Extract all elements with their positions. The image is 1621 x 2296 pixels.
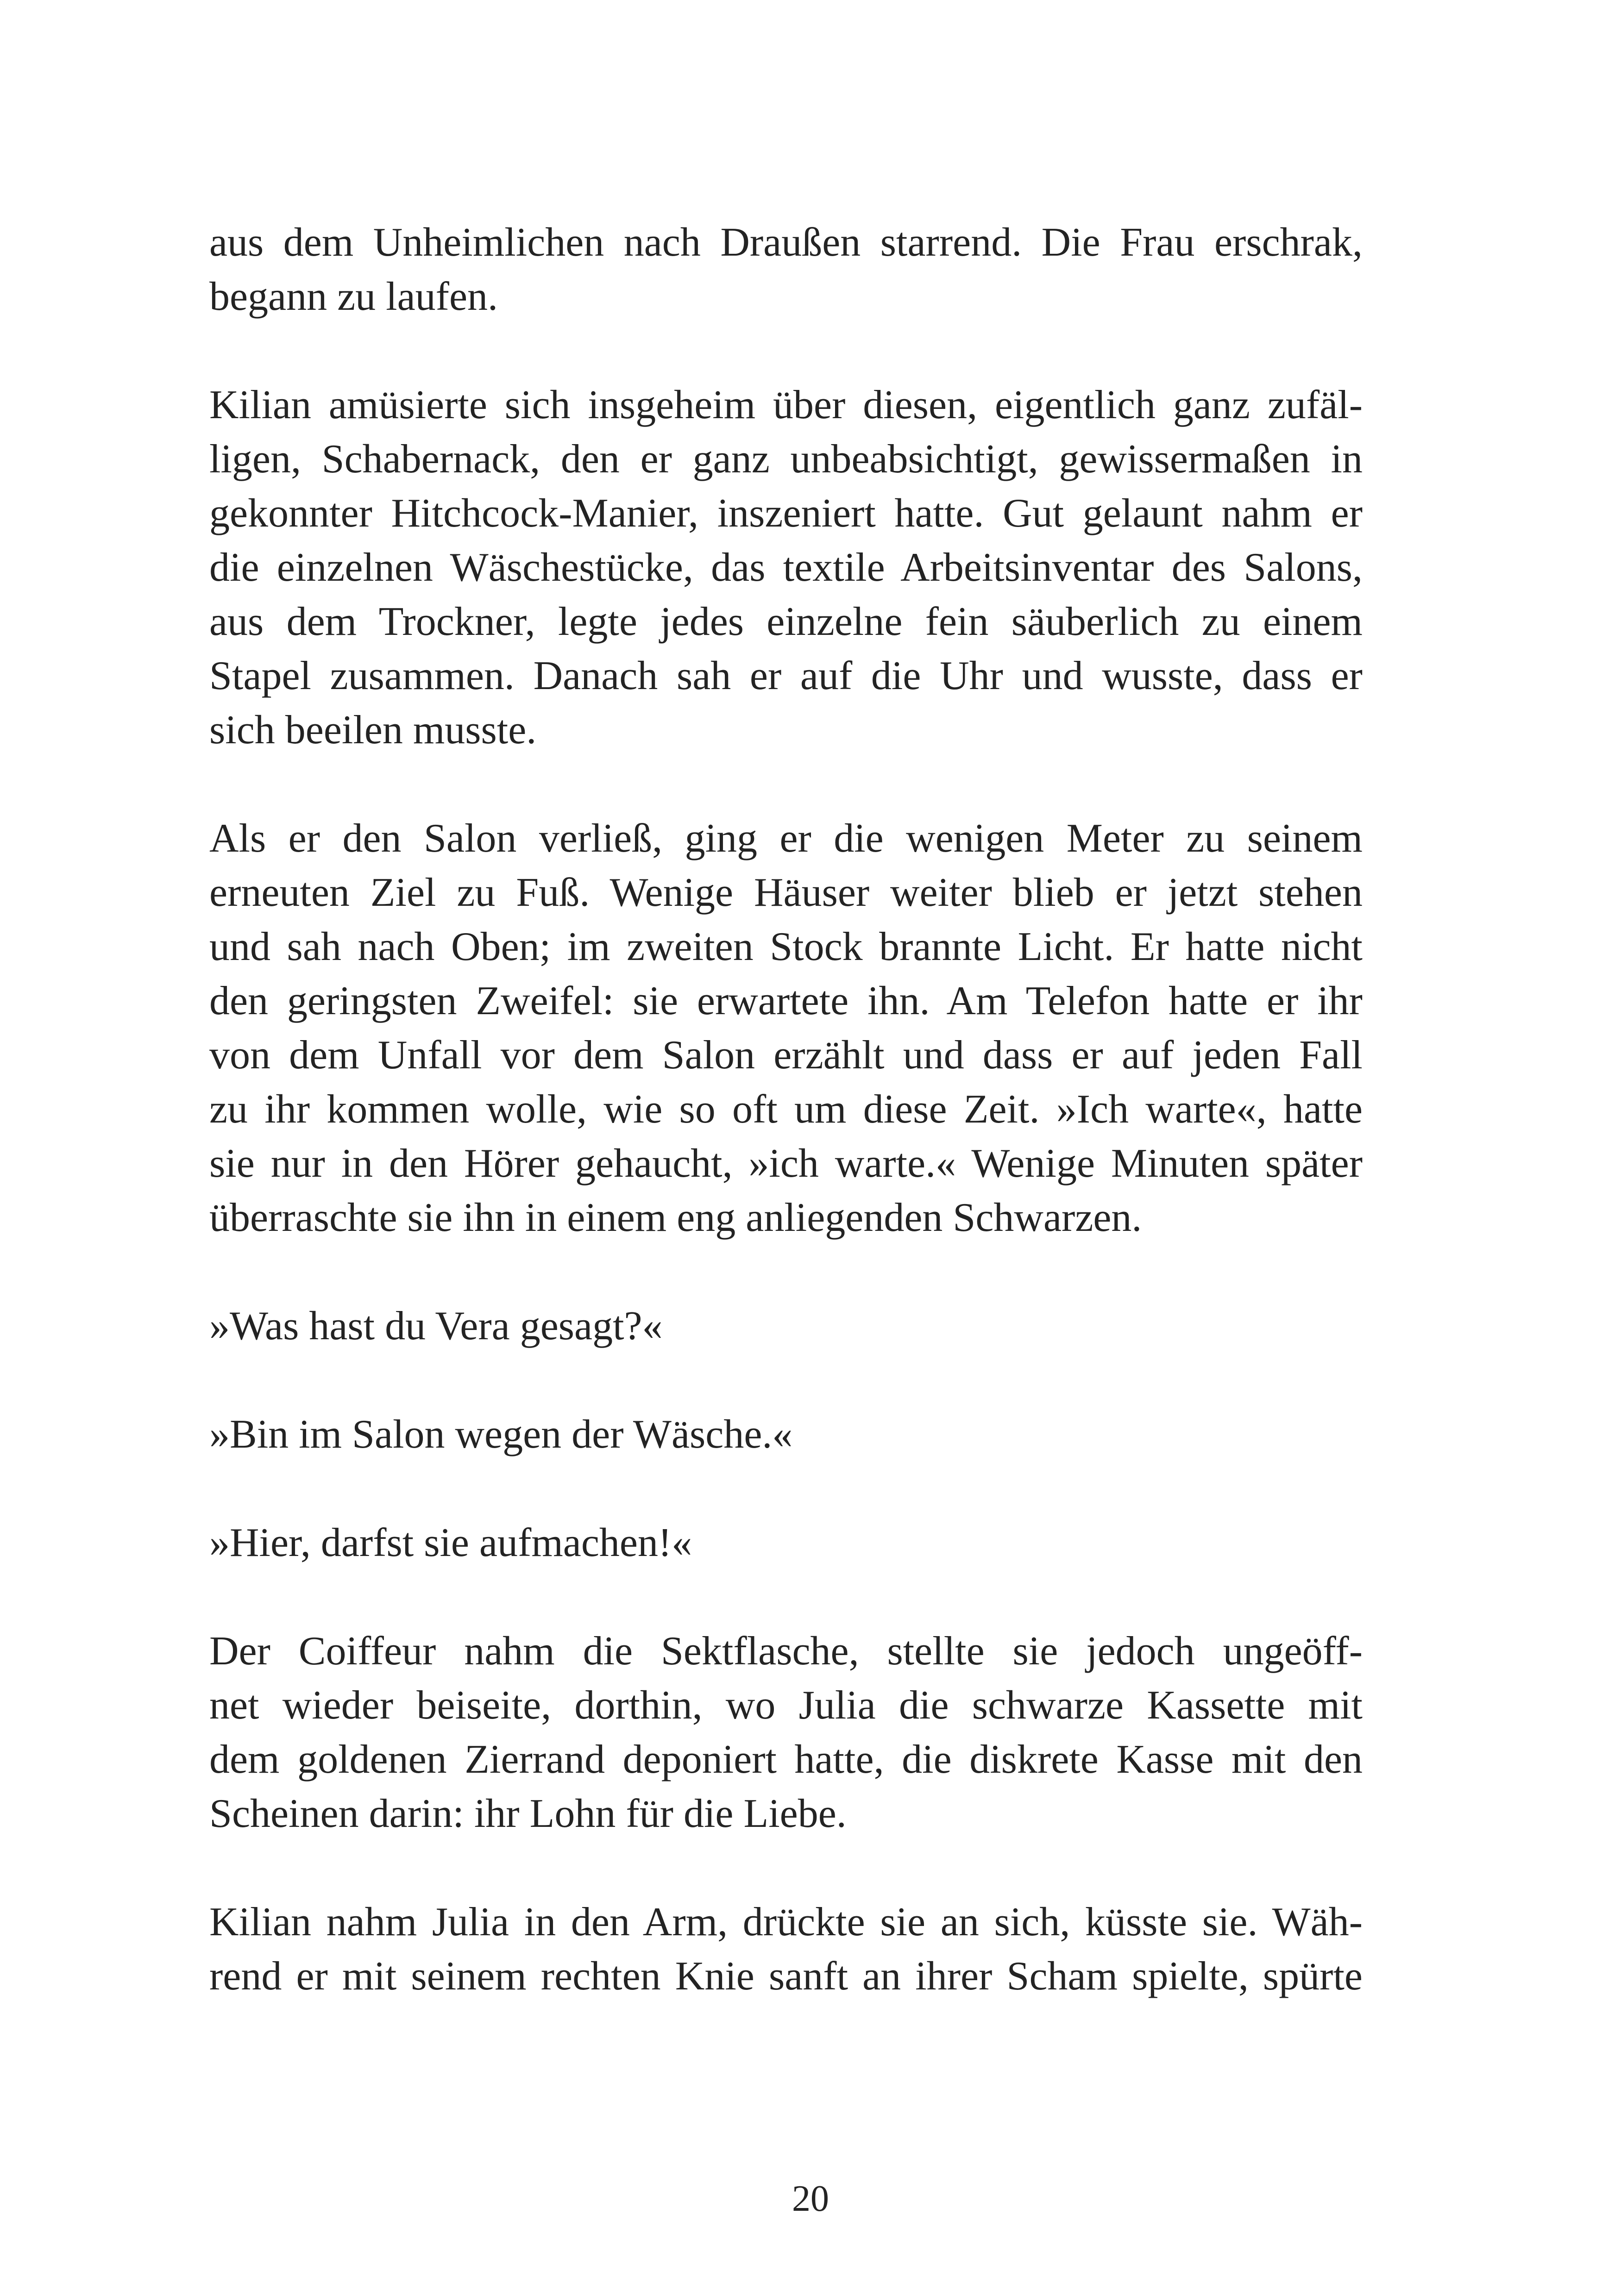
text-line: sie nur in den Hörer gehaucht, »ich warte.« Wenige Minuten später [209,1141,1363,1186]
text-line: »Hier, darfst sie aufmachen!« [209,1520,692,1565]
text-line: Der Coiffeur nahm die Sektflasche, stellte sie jedoch ungeöff- [209,1629,1363,1674]
text-line: Stapel zusammen. Danach sah er auf die Uhr und wusste, dass er [209,653,1363,698]
paragraph [209,215,1363,324]
text-line: Scheinen darin: ihr Lohn für die Liebe. [209,1791,847,1836]
text-line: »Bin im Salon wegen der Wäsche.« [209,1412,793,1457]
text-line: gekonnter Hitchcock-Manier, inszeniert hatte. Gut gelaunt nahm er [209,491,1363,536]
text-line: und sah nach Oben; im zweiten Stock brannte Licht. Er hatte nicht [209,924,1363,969]
text-line: net wieder beiseite, dorthin, wo Julia die schwarze Kassette mit [209,1683,1363,1728]
text-line: Kilian amüsierte sich insgeheim über diesen, eigentlich ganz zufäl- [209,383,1363,427]
text-line: den geringsten Zweifel: sie erwartete ihn. Am Telefon hatte er ihr [209,979,1363,1023]
text-line: zu ihr kommen wolle, wie so oft um diese Zeit. »Ich warte«, hatte [209,1087,1363,1132]
text-line: Als er den Salon verließ, ging er die wenigen Meter zu seinem [209,816,1363,861]
page-number: 20 [792,2178,829,2219]
paragraph [209,1624,1363,1841]
text-line: sich beeilen musste. [209,708,537,753]
text-line: aus dem Trockner, legte jedes einzelne fein säuberlich zu einem [209,599,1363,644]
text-line: dem goldenen Zierrand deponiert hatte, die diskrete Kasse mit den [209,1737,1363,1782]
text-line: rend er mit seinem rechten Knie sanft an ihrer Scham spielte, spürte [209,1954,1363,1999]
paragraph [209,811,1363,1245]
text-line: begann zu laufen. [209,274,498,319]
text-line: Kilian nahm Julia in den Arm, drückte sie an sich, küsste sie. Wäh- [209,1900,1363,1945]
text-line: ligen, Schabernack, den er ganz unbeabsichtigt, gewissermaßen in [209,437,1363,482]
text-line: erneuten Ziel zu Fuß. Wenige Häuser weiter blieb er jetzt stehen [209,870,1363,915]
text-line: von dem Unfall vor dem Salon erzählt und dass er auf jeden Fall [209,1033,1363,1078]
paragraph [209,1895,1363,2003]
text-line: die einzelnen Wäschestücke, das textile Arbeitsinventar des Salons, [209,545,1363,590]
paragraph [209,1407,1363,1462]
paragraph [209,1516,1363,1570]
paragraph [209,1299,1363,1353]
text-line: überraschte sie ihn in einem eng anliegenden Schwarzen. [209,1195,1142,1240]
paragraph [209,378,1363,757]
text-line: aus dem Unheimlichen nach Draußen starrend. Die Frau erschrak, [209,220,1363,265]
body-text [209,215,1363,2058]
text-line: »Was hast du Vera gesagt?« [209,1304,663,1349]
